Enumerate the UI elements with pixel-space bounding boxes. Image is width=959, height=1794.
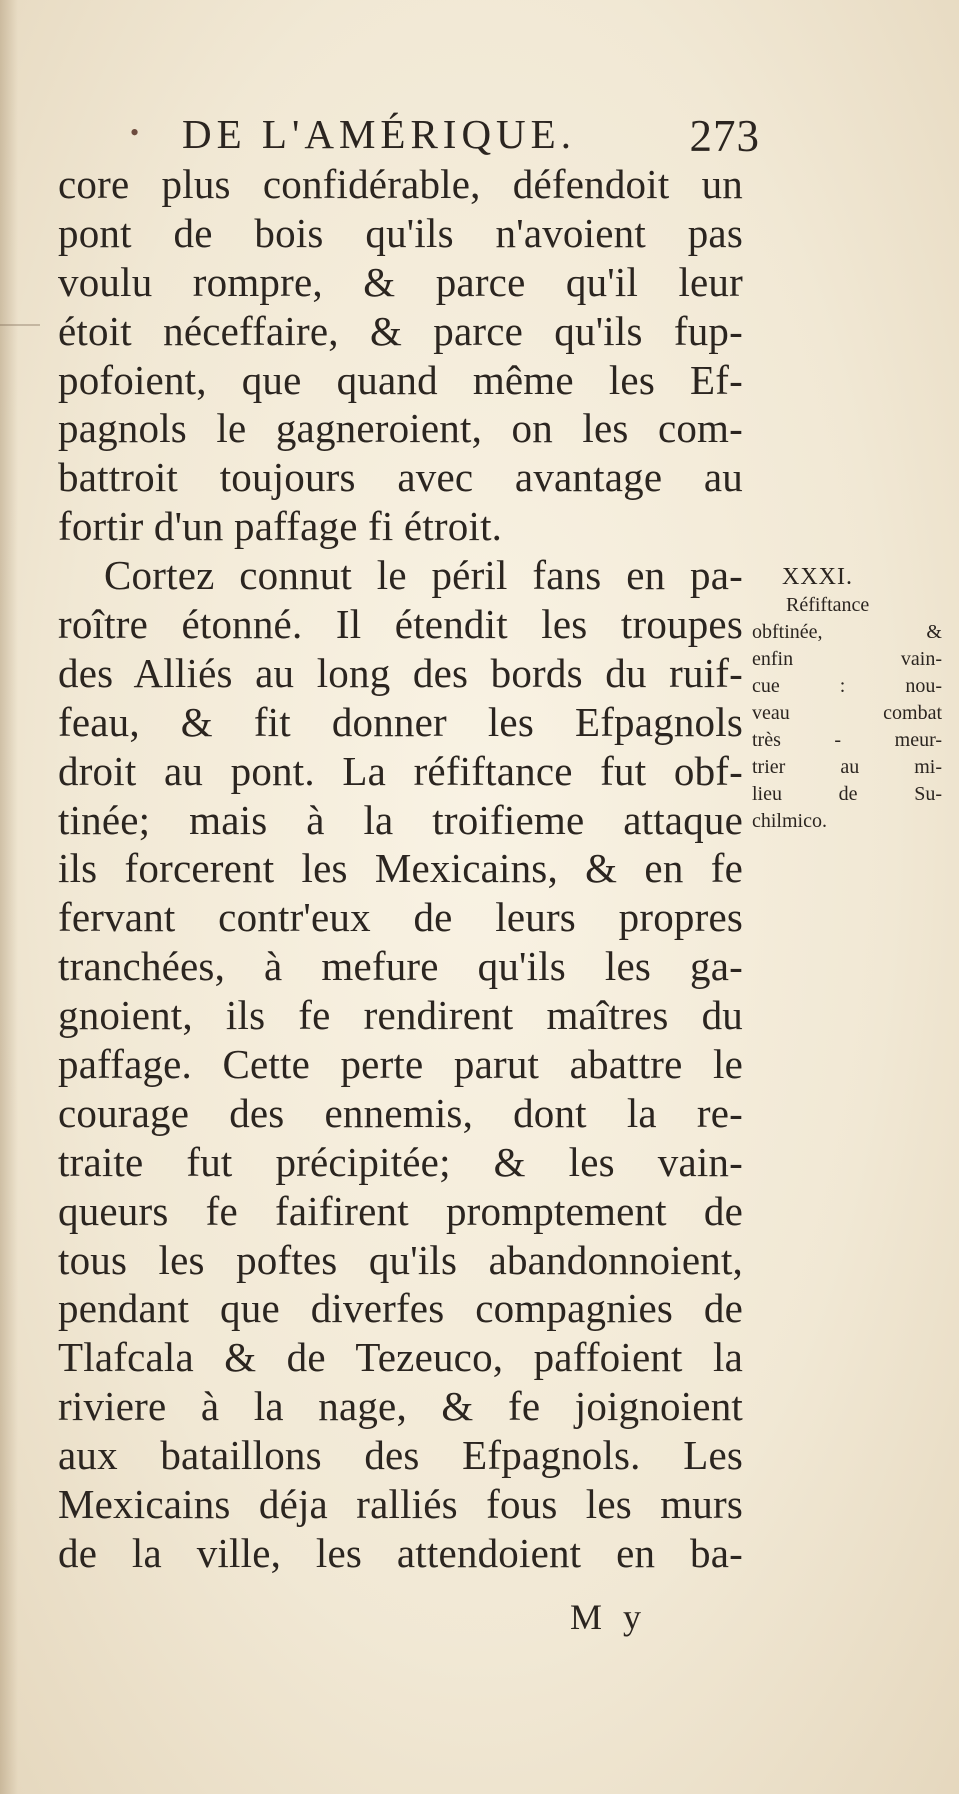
text-line: battroit toujours avec avantage au xyxy=(58,454,743,501)
text-line: riviere à la nage, & fe joignoient xyxy=(58,1383,743,1430)
text-line: Mexicains déja ralliés fous les murs xyxy=(58,1481,743,1528)
marginal-note-line: lieu de Su- xyxy=(752,783,942,805)
text-line: des Alliés au long des bords du ruif- xyxy=(58,649,743,696)
text-line: roître étonné. Il étendit les troupes xyxy=(58,601,743,648)
marginal-note-line: Réfiftance xyxy=(786,594,870,616)
text-line: pofoient, que quand même les Ef- xyxy=(58,356,743,403)
marginal-note-number: XXXI. xyxy=(782,564,853,590)
text-line: tranchées, à mefure qu'ils les ga- xyxy=(58,943,743,990)
text-line: pendant que diverfes compagnies de xyxy=(58,1285,743,1332)
text-line: ils forcerent les Mexicains, & en fe xyxy=(58,845,743,892)
text-line: pont de bois qu'ils n'avoient pas xyxy=(58,209,743,256)
page-number: 273 xyxy=(689,111,760,161)
text-line: voulu rompre, & parce qu'il leur xyxy=(58,258,743,305)
edge-mark xyxy=(0,324,40,326)
marginal-note-line: cue : nou- xyxy=(752,675,942,697)
marginal-note-line: chilmico. xyxy=(752,810,827,832)
text-line: de la ville, les attendoient en ba- xyxy=(58,1529,743,1576)
text-line: core plus confidérable, défendoit un xyxy=(58,161,743,207)
marginal-note-line: obftinée, & xyxy=(752,621,942,643)
text-line: pagnols le gagneroient, on les com- xyxy=(58,405,743,452)
text-line: courage des ennemis, dont la re- xyxy=(58,1089,743,1136)
text-line: tous les poftes qu'ils abandonnoient, xyxy=(58,1236,743,1283)
body-text xyxy=(58,160,743,1578)
marginal-note-line: veau combat xyxy=(752,702,942,724)
text-line: Tlafcala & de Tezeuco, paffoient la xyxy=(58,1334,743,1381)
running-head xyxy=(130,110,760,160)
signature-mark: M y xyxy=(570,1597,648,1637)
running-head-ornament: • xyxy=(130,118,140,147)
text-line: queurs fe faifirent promptement de xyxy=(58,1187,743,1234)
marginal-note-line: enfin vain- xyxy=(752,648,942,670)
text-line: aux bataillons des Efpagnols. Les xyxy=(58,1432,743,1479)
text-line: feau, & fit donner les Efpagnols xyxy=(58,698,743,745)
marginal-note-line: très - meur- xyxy=(752,729,942,751)
text-line: paffage. Cette perte parut abattre le xyxy=(58,1041,743,1088)
text-line: tinée; mais à la troifieme attaque xyxy=(58,796,743,843)
spine-shadow xyxy=(0,0,18,1794)
marginal-note xyxy=(752,562,942,835)
text-line: traite fut précipitée; & les vain- xyxy=(58,1138,743,1185)
text-line: droit au pont. La réfiftance fut obf- xyxy=(58,747,743,794)
marginal-note-line: trier au mi- xyxy=(752,756,942,778)
text-line: fervant contr'eux de leurs propres xyxy=(58,894,743,941)
text-line: Cortez connut le péril fans en pa- xyxy=(104,552,743,599)
text-line: étoit néceffaire, & parce qu'ils fup- xyxy=(58,307,743,354)
text-line: fortir d'un paffage fi étroit. xyxy=(58,503,503,550)
running-head-title: DE L'AMÉRIQUE. xyxy=(182,111,576,157)
text-line: gnoient, ils fe rendirent maîtres du xyxy=(58,992,743,1039)
